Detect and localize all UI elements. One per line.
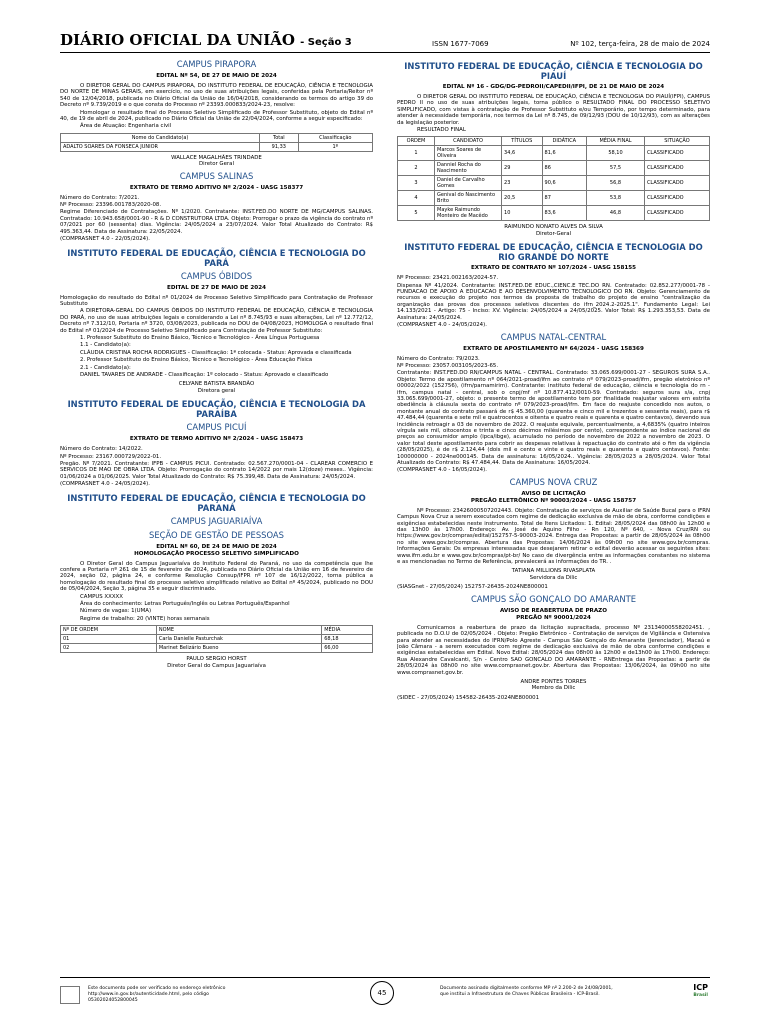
table-cell: 86 xyxy=(542,161,587,176)
table-cell: 1º xyxy=(298,142,372,151)
paragraph: Comunicamos a reabertura de prazo da licitação supracitada, processo Nº 23134000558202451. , publicada no D.O.U de 02/05/2024 . Objeto: Pregão Eletrônico - Contratação de serviços de Vigilância e Ostensiva para atender as necessidades do IFRN/Polo Agreste - Campus São Gonçalo do Amarante (Jerenciador), Macaú e João Câmara - a serem executados com regime de dedicação exclusiva de mão de obra conforme condições e exigências estabelecidas em Edital. Novo Edital: 28/05/2024 das 08h00 às 12h00 e de13h00 às 17h00. Endereço: Rua Alexandre Cavalcanti, S/n - Centro SAO GONCALO DO AMARANTE - RNEntrega das Propostas: a partir de 28/05/2024 às 08h00 no site www.comprasnet.gov.br. Abertura das Propostas: 13/06/2024, às 09h00 no site www.comprasnet.gov.br. xyxy=(397,624,710,676)
paragraph: Dispensa Nº 41/2024. Contratante: INST.FED.DE EDUC.,CIENC.E TEC.DO RN. Contratado: 02.852.277/0001-78 - FUNDACAO DE APOIO A EDUCACAO E AO DESENVOLVIMENTO TECNOLOGICO DO RN. Objeto: Gerenciamento de recursos e execução do projeto nos termos da proposta de trabalho do projeto de ensino "centralização da organização das provas dos processos seletivos discentes do ifrn_2024.2-2025.1". Fundamento Legal: Lei 14.133/2021 - Artigo: 75 - Inciso: XV. Vigência: 24/05/2024 a 24/05/2025. Valor Total: R$ 1.293.353,53. Data de Assinatura: 24/05/2024. xyxy=(397,282,710,321)
table-cell: Daniel de Carvalho Gomes xyxy=(435,176,502,191)
table-cell: Marinet Belizário Bueno xyxy=(156,644,321,653)
signer-name: PAULO SERGIO HORST xyxy=(186,656,247,663)
icp-logo-text: ICP xyxy=(693,983,708,992)
table-cell: Carla Danielle Pasturchak xyxy=(156,635,321,644)
signer-name: ANDRE PONTES TORRES xyxy=(520,678,587,685)
act-title-line: AVISO DE REABERTURA DE PRAZO xyxy=(499,607,607,614)
table-header: SITUAÇÃO xyxy=(644,137,709,146)
act-title: EXTRATO DE APOSTILAMENTO Nº 64/2024 - UASG 158369 xyxy=(463,345,644,352)
table-row xyxy=(398,161,710,176)
paragraph: Pregão. Nº 7/2021. Contratante: IFPB - CAMPUS PICUI. Contratado: 02.567.270/0001-04 - CLAREAR COMERCIO E SERVICOS DE MAO DE OBRA LTDA. Objeto: Prorrogação do contrato 14/2022 por mais 12(doze) meses.. Vigência: 01/06/2024 a 01/06/2025. Valor Total Atualizado do Contrato: R$ 75.399,48. Data de Assinatura: 24/05/2024. xyxy=(60,461,373,480)
table-cell: 83,6 xyxy=(542,206,587,221)
act-subtitle: PREGÃO Nº 90001/2024 xyxy=(516,614,591,621)
edition-date: Nº 102, terça-feira, 28 de maio de 2024 xyxy=(570,40,710,48)
act-title: EDITAL DE 27 DE MAIO DE 2024 xyxy=(167,284,266,291)
table-cell: 56,8 xyxy=(587,176,645,191)
signer-role: Membro da Dilic xyxy=(531,685,576,692)
subunit-title: SEÇÃO DE GESTÃO DE PESSOAS xyxy=(149,529,284,540)
list-item: 1.1 - Candidato(a): xyxy=(80,342,131,349)
signer-role: Diretor Geral do Campus Jaguariaíva xyxy=(167,662,266,669)
unit-title: CAMPUS SALINAS xyxy=(179,170,254,181)
paragraph: Área do conhecimento: Letras Português/Inglês ou Letras Português/Espanhol xyxy=(80,601,290,608)
paragraph: Número do Contrato: 79/2023. xyxy=(397,355,480,362)
table-cell: CLASSIFICADO xyxy=(644,146,709,161)
act-subtitle: HOMOLOGAÇÃO PROCESSO SELETIVO SIMPLIFICADO xyxy=(134,550,299,557)
journal-title: DIÁRIO OFICIAL DA UNIÃO - Seção 3 xyxy=(60,31,352,49)
signer-name: TATIANA MILLIONS RIVASPLATA xyxy=(511,568,596,575)
icp-logo-subtext: Brasil xyxy=(693,993,708,998)
table-header: CANDIDATO xyxy=(435,137,502,146)
table-cell: 4 xyxy=(398,191,435,206)
act-title: EDITAL Nº 16 - GDG/DG-PEDROII/CAPEDII/IFPI, DE 21 DE MAIO DE 2024 xyxy=(442,84,665,90)
list-item: 2.1 - Candidato(a): xyxy=(80,364,131,371)
paragraph: Homologação do resultado do Edital nº 01/2024 de Processo Seletivo Simplificado para Contratação de Professor Substituto xyxy=(60,294,373,307)
act-title xyxy=(397,608,710,622)
paragraph: Número do Contrato: 7/2021. xyxy=(60,194,140,201)
table-row xyxy=(61,142,373,151)
paragraph: Área de Atuação: Engenharia civil xyxy=(80,123,172,130)
table-header: Nome do Candidato(a) xyxy=(61,133,260,142)
paragraph: Nº Processo: 23167.000729/2022-01. xyxy=(60,453,162,460)
result-table xyxy=(60,625,373,653)
institute-title: INSTITUTO FEDERAL DE EDUCAÇÃO, CIÊNCIA E TECNOLOGIA DO PARÁ xyxy=(67,247,366,268)
table-row xyxy=(61,635,373,644)
table-cell: 1 xyxy=(398,146,435,161)
table-row xyxy=(398,206,710,221)
signer-role: Diretora geral xyxy=(197,387,236,394)
paragraph: CAMPUS XXXXX xyxy=(80,593,123,600)
table-cell: 58,10 xyxy=(587,146,645,161)
list-item: 2. Professor Substituto do Ensino Básico, Técnico e Tecnológico - Área Educação Física xyxy=(80,357,313,364)
table-cell: 53,8 xyxy=(587,191,645,206)
signature-note: Documento assinado digitalmente conforme MP nº 2.200-2 de 24/08/2001, que institui a Infraestrutura de Chaves Públicas Brasileira - ICP-Brasil. xyxy=(440,986,613,997)
paragraph: Número do Contrato: 14/2022. xyxy=(60,446,143,453)
table-cell: 2 xyxy=(398,161,435,176)
institute-title: INSTITUTO FEDERAL DE EDUCAÇÃO, CIÊNCIA E TECNOLOGIA DO PARANÁ xyxy=(67,492,366,513)
institute-title: INSTITUTO FEDERAL DE EDUCAÇÃO, CIÊNCIA E TECNOLOGIA DA PARAÍBA xyxy=(67,399,366,420)
signer-name: RAIMUNDO NONATO ALVES DA SILVA xyxy=(504,224,603,231)
table-header: MÉDIA xyxy=(322,626,373,635)
paragraph: Contratante: INST.FED.DO RN/CAMPUS NATAL - CENTRAL. Contratado: 33.065.699/0001-27 - SEGUROS SURA S.A.. Objeto: Termo de apostilamento nº 064/2021-proad/ifrn ao contrato nº 079/2023-proad/ifrn, pregão eletrônico nº 00002/2022 (152756), (ifrn/parnamirim). Contratante: instituto federal de educação, ciência e tecnologia do rn - ifrn, campus natal - central, sob o cnpj/mf nº 10.877.412/0010-59. Contratado: seguros sura s/a, cnpj 33.065.699/0001-27, objeto: o presente termo de apostilamento tem por finalidade reajustar valores em estrita obediência à cláusula sexta do contrato nº 079/2023-proad/ifrn. Em face do reajuste concedido nos autos, o montante anual do contrato passará de r$ 45.360,00 (quarenta e cinco mil e trezentos e sessenta reais), para r$ 47.484,44 (quarenta e sete mil e quatrocentos e oitenta e quatro reais e quarenta e quatro centavos), devendo sua incidência retroagir a 03 de novembro de 2022. O reajuste equivale, percentualmente, a 4,6835% (quatro inteiros vírgula seis mil, oitocentos e trinta e cinco décimos milésimos por cento), correspondente ao índice nacional de preços ao consumidor amplo (ipca/ibge), acumulado no período de novembro de 2022 a novembro de 2023. O valor total deste apostilamento para cobrir as despesas relativas à repactuação do contrato até o fim da vigência (28/05/2025), é de r$ 2.124,44 (dois mil e cento e vinte e quatro reais e quarenta e quatro centavos). Fonte: 100000000 - 2024ne000145. Data de assinatura: 16/05/2024.. Vigência: 28/05/2023 a 28/05/2024. Valor Total Atualizado do Contrato: R$ 47.484,44. Data de Assinatura: 16/05/2024. xyxy=(397,370,710,466)
paragraph: Número de vagas: 1(UMA) xyxy=(80,608,152,615)
table-cell: 91,33 xyxy=(260,142,298,151)
table-header: DIDÁTICA xyxy=(542,137,587,146)
table-cell: ADALTO SOARES DA FONSECA JUNIOR xyxy=(61,142,260,151)
signer-role: Diretor Geral xyxy=(199,161,234,168)
table-cell: 10 xyxy=(502,206,543,221)
act-title: EXTRATO DE TERMO ADITIVO Nº 2/2024 - UASG 158377 xyxy=(129,184,304,191)
paragraph: O DIRETOR GERAL DO INSTITUTO FEDERAL DE EDUCAÇÃO, CIÊNCIA E TECNOLOGIA DO PIAUÍ(IFPI), CAMPUS PEDRO II no uso de suas atribuições legais, torna público o RESULTADO FINAL DO PROCESSO SELETIVO SIMPLIFICADO, com vistas à contratação de Professor Substituto e/ou Temporário, por tempo determinado, para atender à necessidade temporária, nos termos da Lei nº 8.745, de 09/12/93 (DOU de 10/12/93), com as alterações da legislação posterior. xyxy=(397,94,710,126)
table-cell: Genival do Nascimento Brito xyxy=(435,191,502,206)
table-cell: 90,6 xyxy=(542,176,587,191)
footnote: (COMPRASNET 4.0 - 22/05/2024). xyxy=(60,236,150,243)
act-title xyxy=(397,491,710,505)
paragraph: Regime Diferenciado de Contratações. Nº 1/2020. Contratante: INST.FED.DO NORTE DE MG/CAMPUS SALINAS. Contratado: 10.943.658/0001-90 - R & D CONSTRUTORA LTDA. Objeto: Prorrogar o prazo da vigência do contrato nº 07/2021 por 60 (sessenta) dias. Vigência: 24/05/2024 a 23/07/2024. Valor Total Atualizado do Contrato: R$ 495.363,44. Data de Assinatura: 22/05/2024. xyxy=(60,209,373,235)
table-cell: 68,18 xyxy=(322,635,373,644)
result-table xyxy=(60,133,373,152)
act-title: EXTRATO DE CONTRATO Nº 107/2024 - UASG 158155 xyxy=(470,265,637,272)
table-cell: 29 xyxy=(502,161,543,176)
act-title: EDITAL Nº 54, DE 27 DE MAIO DE 2024 xyxy=(156,73,277,79)
unit-title: CAMPUS NOVA CRUZ xyxy=(509,476,598,487)
result-table xyxy=(397,136,710,221)
table-cell: 34,6 xyxy=(502,146,543,161)
institute-title: INSTITUTO FEDERAL DE EDUCAÇÃO, CIÊNCIA E TECNOLOGIA DO PIAUÍ xyxy=(404,61,703,81)
page-header xyxy=(60,30,710,53)
table-header: NOME xyxy=(156,626,321,635)
page-number: 45 xyxy=(370,981,394,1005)
paragraph: O Diretor Geral do Campus Jaguariaíva do Instituto Federal do Paraná, no uso da competência que lhe confere a Portaria nº 261 de 15 de fevereiro de 2024, publicada no Diário Oficial da União em 16 de fevereiro de 2024, seção 02, página 24, e conforme Resolução Consup/IFPR nº 107 de 16/12/2022, torna pública a homologação do resultado final do processo seletivo simplificado relativo ao Edital nº 45/2024, publicado no DOU de 05/04/2024, Seção 3, página 35 e seguir discriminado. xyxy=(60,560,373,593)
signature xyxy=(60,656,373,669)
unit-title: CAMPUS PICUÍ xyxy=(186,422,247,433)
table-cell: 57,5 xyxy=(587,161,645,176)
signature xyxy=(60,155,373,168)
left-column xyxy=(60,56,373,966)
list-item: DANIEL TAVARES DE ANDRADE - Classificação: 1º colocado - Status: Aprovado e classificado xyxy=(80,371,329,378)
issn: ISSN 1677-7069 xyxy=(432,40,489,48)
act-subtitle: PREGÃO ELETRÔNICO Nº 90003/2024 - UASG 158757 xyxy=(470,497,637,504)
table-cell: 66,00 xyxy=(322,644,373,653)
table-cell: Mayke Raimundo Monteiro de Macêdo xyxy=(435,206,502,221)
act-title-line: AVISO DE LICITAÇÃO xyxy=(521,490,586,497)
footnote: (COMPRASNET 4.0 - 24/05/2024). xyxy=(60,481,150,488)
unit-title: CAMPUS ÓBIDOS xyxy=(180,270,253,281)
table-cell: Danniel Rocha do Nascimento xyxy=(435,161,502,176)
list-item: CLÁUDIA CRISTINA ROCHA RODRIGUES - Classificação: 1ª colocada - Status: Aprovada e classificada xyxy=(80,349,352,356)
table-cell: 02 xyxy=(61,644,157,653)
table-header: Classificação xyxy=(298,133,372,142)
table-row xyxy=(398,176,710,191)
act-title: EXTRATO DE TERMO ADITIVO Nº 2/2024 - UASG 158473 xyxy=(129,436,304,443)
table-header: TÍTULOS xyxy=(502,137,543,146)
act-title xyxy=(60,544,373,558)
table-row xyxy=(61,644,373,653)
unit-title: CAMPUS JAGUARIAÍVA xyxy=(170,515,263,526)
paragraph: Homologar o resultado final do Processo Seletivo Simplificado de Professor Substituto, objeto do Edital nº 40, de 19 de abril de 2024, publicado no Diário Oficial da União de 22/04/2024, conforme a seguir especificado: xyxy=(60,109,373,123)
paragraph: RESULTADO FINAL xyxy=(417,127,466,134)
table-cell: 81,6 xyxy=(542,146,587,161)
paragraph: Nº Processo: 23426000507202443. Objeto: Contratação de serviços de Auxiliar de Saúde Bucal para o IFRN Campus Nova Cruz a serem executados com regime de dedicação exclusiva de mão de obra, conforme condições e exigências estabelecidas neste instrumento. Total de Itens Licitados: 1. Edital: 28/05/2024 das 08h00 às 12h00 e das 13h00 às 17h00. Endereço: Av. José de Aquino Filho - Rn 120, Nº 640, - Nova Cruz/RN ou https://www.gov.br/compras/edital/152757-5-90003-2024. Entrega das Propostas: a partir de 28/05/2024 às 08h00 no site www.gov.br/compras. Abertura das Propostas: 14/06/2024 às 09h00 no site www.gov.br/compras. Informações Gerais: Os empresas interessadas que desejarem retirar o edital deverão acessar os seguintes sites: www.ifrn.edu.br e www.gov.br/compras/pt-br/ No caso de divergência entre as informações constantes no sistema e as mencionadas no Termo de Referência, prevalecerá as informações do TR. . xyxy=(397,507,710,566)
section-label: - Seção 3 xyxy=(300,37,352,48)
signature xyxy=(60,381,373,394)
right-column xyxy=(397,56,710,966)
table-header: ORDEM xyxy=(398,137,435,146)
unit-title: CAMPUS NATAL-CENTRAL xyxy=(500,331,607,342)
table-header: MÉDIA FINAL xyxy=(587,137,645,146)
unit-title: CAMPUS SÃO GONÇALO DO AMARANTE xyxy=(470,593,637,604)
table-cell: CLASSIFICADO xyxy=(644,176,709,191)
unit-title: CAMPUS PIRAPORA xyxy=(176,59,257,69)
footnote: (SIASGnet - 27/05/2024) 152757-26435-2024NE800001 xyxy=(397,584,548,591)
paragraph: Regime de trabalho: 20 (VINTE) horas semanais xyxy=(80,615,210,622)
qr-code-icon xyxy=(60,986,80,1004)
signature xyxy=(397,568,710,581)
table-cell: 20,5 xyxy=(502,191,543,206)
signer-name: WALLACE MAGALHÃES TRINDADE xyxy=(171,154,262,161)
table-cell: 87 xyxy=(542,191,587,206)
footnote: (COMPRASNET 4.0 - 16/05/2024). xyxy=(397,467,487,474)
act-title-line: EDITAL Nº 60, DE 24 DE MAIO DE 2024 xyxy=(156,543,277,550)
table-cell: 23 xyxy=(502,176,543,191)
table-cell: CLASSIFICADO xyxy=(644,191,709,206)
page-footer xyxy=(60,977,710,1012)
icp-brasil-logo xyxy=(693,984,708,1000)
signer-role: Diretor-Geral xyxy=(536,230,571,237)
table-header: Total xyxy=(260,133,298,142)
table-cell: Marcos Soares de Oliveira xyxy=(435,146,502,161)
table-row xyxy=(398,146,710,161)
paragraph: Nº Processo: 23396.001783/2020-08. xyxy=(60,202,162,209)
signature xyxy=(397,224,710,237)
paragraph: Nº Processo: 23421.002163/2024-57. xyxy=(397,275,499,282)
table-header: Nº DE ORDEM xyxy=(61,626,157,635)
institute-title: INSTITUTO FEDERAL DE EDUCAÇÃO, CIÊNCIA E TECNOLOGIA DO RIO GRANDE DO NORTE xyxy=(404,242,703,263)
table-row xyxy=(398,191,710,206)
signer-name: CELYANE BATISTA BRANDÃO xyxy=(178,381,255,388)
footnote: (COMPRASNET 4.0 - 24/05/2024). xyxy=(397,322,487,329)
table-cell: 01 xyxy=(61,635,157,644)
table-cell: CLASSIFICADO xyxy=(644,161,709,176)
verification-note: Este documento pode ser verificado no endereço eletrônico http://www.in.gov.br/autenticidade.html, pelo código 05302024052800045 xyxy=(88,986,226,1003)
table-cell: CLASSIFICADO xyxy=(644,206,709,221)
list-item: 1. Professor Substituto do Ensino Básico, Técnico e Tecnológico - Área Língua Portuguesa xyxy=(80,334,320,341)
signer-role: Servidora da Dilic xyxy=(529,574,578,581)
footnote: (SIDEC - 27/05/2024) 154582-26435-2024NE800001 xyxy=(397,694,540,701)
table-cell: 3 xyxy=(398,176,435,191)
paragraph: O DIRETOR GERAL DO CAMPUS PIRAPORA, DO INSTITUTO FEDERAL DE EDUCAÇÃO, CIÊNCIA E TECNOLOGIA DO NORTE DE MINAS GERAIS, em exercício, no uso de suas atribuições legais, conferidas pela Portaria/Reitor nº 540 de 12/04/2018, publicada no Diário Oficial da União de 16/04/2018, considerando os termos do artigo 39 do Decreto nº 9.739/2019 e o que consta do Processo nº 23393.000833/2024-23, resolve: xyxy=(60,83,373,109)
table-cell: 5 xyxy=(398,206,435,221)
signature xyxy=(397,679,710,692)
table-cell: 46,8 xyxy=(587,206,645,221)
paragraph: A DIRETORA-GERAL DO CAMPUS ÓBIDOS DO INSTITUTO FEDERAL DE EDUCAÇÃO, CIÊNCIA E TECNOLOGIA DO PARÁ, no uso de suas atribuições legais e considerando a Lei nº 8.745/93 e suas alterações, Lei nº 12.772/12, Decreto nº 7.312/10, Portaria nº 3720, 03/08/2023, publicada no DOU de 04/08/2023, HOMOLOGA o resultado final do Edital nº 01/2024 de Processo Seletivo Simplificado para Contratação de Professor Substituto: xyxy=(60,308,373,334)
paragraph: Nº Processo: 23057.003105/2023-65. xyxy=(397,362,499,369)
